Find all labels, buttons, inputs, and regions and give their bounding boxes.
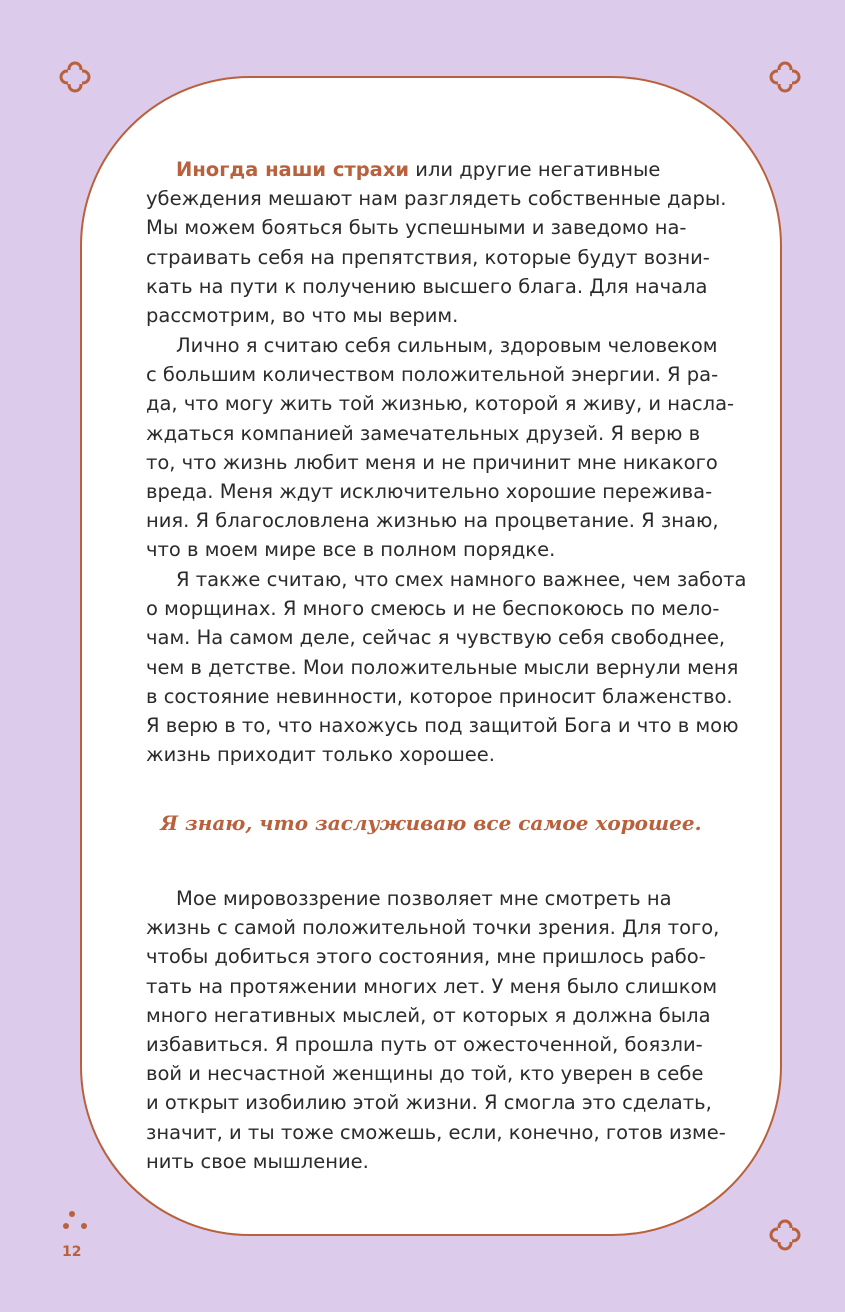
- highlight-text: Иногда наши страхи: [176, 158, 410, 181]
- flower-cross-icon: [58, 60, 92, 94]
- paragraph-line: и открыт изобилию этой жизни. Я смогла это сделать,: [146, 1091, 712, 1115]
- paragraph-line: нить свое мышление.: [146, 1149, 369, 1173]
- paragraph-line: страивать себя на препятствия, которые будут возни-: [146, 245, 710, 269]
- paragraph-line: много негативных мыслей, от которых я должна была: [146, 1003, 711, 1027]
- paragraph-line: Я верю в то, что нахожусь под защитой Бога и что в мою: [146, 714, 739, 738]
- paragraph-line: кать на пути к получению высшего блага. Для начала: [146, 274, 708, 298]
- paragraph-line: Я также считаю, что смех намного важнее, чем забота: [176, 568, 747, 591]
- affirmation-heading: Я знаю, что заслуживаю все самое хорошее.: [160, 811, 702, 835]
- paragraph-line: ния. Я благословлена жизнью на процветание. Я знаю,: [146, 509, 719, 533]
- paragraph-line: Лично я считаю себя сильным, здоровым человеком: [176, 334, 718, 357]
- three-dots-icon: [60, 1208, 94, 1238]
- paragraph-line: чем в детстве. Мои положительные мысли вернули меня: [146, 655, 739, 679]
- paragraph-line: Иногда наши страхи или другие негативные: [176, 158, 661, 181]
- paragraph-line: то, что жизнь любит меня и не причинит мне никакого: [146, 450, 718, 474]
- paragraph-line: о морщинах. Я много смеюсь и не беспокоюсь по мело-: [146, 597, 720, 621]
- paragraph-line: ждаться компанией замечательных друзей. Я верю в: [146, 421, 701, 445]
- paragraph-4: [146, 884, 726, 1176]
- paragraph-line: Мое мировоззрение позволяет мне смотреть на: [176, 887, 672, 910]
- paragraph-3: [146, 565, 747, 769]
- flower-cross-icon: [768, 60, 802, 94]
- paragraph-line: вой и несчастной женщины до той, кто уверен в себе: [146, 1062, 704, 1086]
- paragraph-line: тать на протяжении многих лет. У меня было слишком: [146, 974, 718, 998]
- paragraph-line: с большим количеством положительной энергии. Я ра-: [146, 363, 719, 387]
- paragraph-line: чтобы добиться этого состояния, мне пришлось рабо-: [146, 945, 706, 969]
- paragraph-line: в состояние невинности, которое приносит блаженство.: [146, 684, 733, 708]
- paragraph-line: рассмотрим, во что мы верим.: [146, 304, 459, 328]
- paragraph-line: да, что могу жить той жизнью, которой я живу, и насла-: [146, 392, 735, 416]
- paragraph-line: Мы можем бояться быть успешными и заведомо на-: [146, 216, 687, 240]
- paragraph-line: убеждения мешают нам разглядеть собственные дары.: [146, 187, 727, 211]
- paragraph-2: [146, 331, 735, 565]
- paragraph-line: чам. На самом деле, сейчас я чувствую себя свободнее,: [146, 626, 726, 650]
- paragraph-line: что в моем мире все в полном порядке.: [146, 538, 556, 562]
- paragraph-line: вреда. Меня ждут исключительно хорошие пережива-: [146, 480, 713, 504]
- paragraph-line: значит, и ты тоже сможешь, если, конечно, готов изме-: [146, 1120, 726, 1144]
- paragraph-1: [146, 155, 727, 330]
- paragraph-line: жизнь приходит только хорошее.: [146, 743, 496, 767]
- flower-cross-icon: [768, 1218, 802, 1252]
- paragraph-line: жизнь с самой положительной точки зрения. Для того,: [146, 916, 720, 940]
- page-number: 12: [62, 1244, 82, 1260]
- paragraph-line: избавиться. Я прошла путь от ожесточенной, боязли-: [146, 1033, 703, 1057]
